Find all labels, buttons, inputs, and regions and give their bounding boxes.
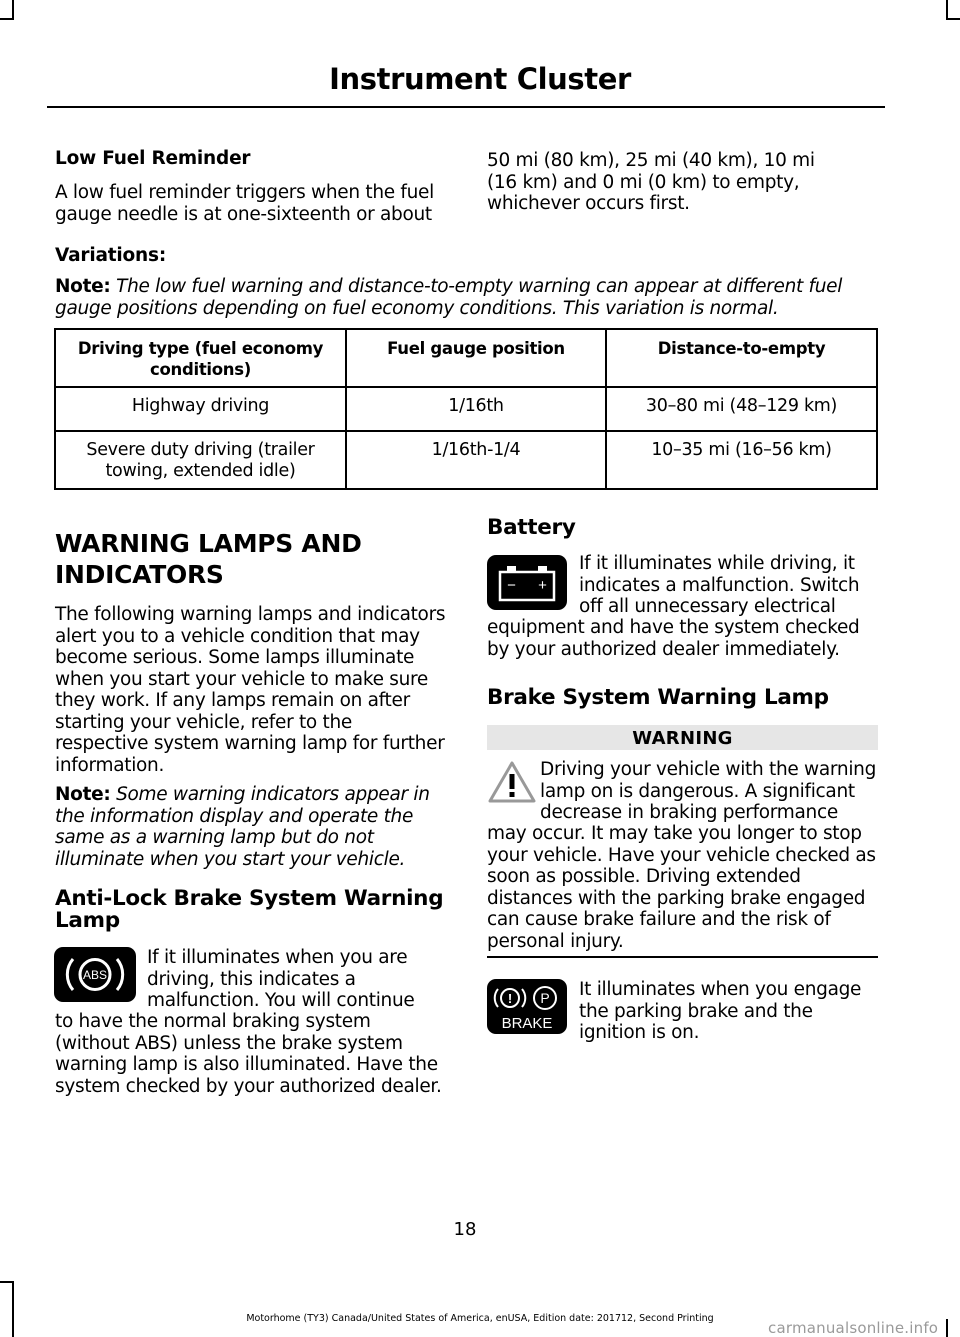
abs-text-wrapped xyxy=(147,947,414,1012)
crop-mark xyxy=(12,1282,14,1337)
crop-mark xyxy=(12,0,14,18)
abs-heading-line2: Lamp xyxy=(55,908,120,933)
crop-mark xyxy=(946,18,960,20)
section-heading-line2: INDICATORS xyxy=(55,560,224,589)
battery-text-line: off all unnecessary electrical xyxy=(579,596,836,617)
abs-icon-graphic xyxy=(54,947,136,1002)
header-rule xyxy=(47,106,885,108)
brake-warning-icon xyxy=(487,979,567,1034)
battery-icon-graphic xyxy=(487,555,567,610)
battery-text: equipment and have the system checked by your authorized dealer immediately. xyxy=(487,617,860,660)
table-cell: 1/16th xyxy=(346,387,606,431)
table-cell: Highway driving xyxy=(55,387,346,431)
note-label: Note: xyxy=(55,784,111,805)
brake-text-line: It illuminates when you engage xyxy=(579,979,862,1000)
brake-text-line: the parking brake and the xyxy=(579,1000,813,1022)
table-cell: Severe duty driving (trailer towing, extended idle) xyxy=(55,431,346,489)
abs-warning-icon xyxy=(54,947,136,1002)
brake-warning-line: lamp on is dangerous. A significant xyxy=(540,780,855,802)
table-cell: 30–80 mi (48–129 km) xyxy=(606,387,877,431)
table-header: Driving type (fuel economy conditions) xyxy=(55,329,346,387)
abs-heading-line1: Anti-Lock Brake System Warning xyxy=(55,886,444,911)
note-label: Note: xyxy=(55,276,111,297)
brake-warning-line: decrease in braking performance xyxy=(540,802,838,823)
abs-text-line: malfunction. You will continue xyxy=(147,990,415,1011)
warning-banner: WARNING xyxy=(487,725,878,750)
brake-icon-p: P xyxy=(540,990,550,1006)
low-fuel-text-col2: 50 mi (80 km), 25 mi (40 km), 10 mi (16 km) and 0 mi (0 km) to empty, whichever occurs first. xyxy=(487,150,815,214)
variations-note xyxy=(55,276,885,319)
battery-heading: Battery xyxy=(487,515,576,540)
brake-warning-text-wrapped xyxy=(540,759,876,824)
page-number: 18 xyxy=(453,1219,477,1240)
brake-warning-text: may occur. It may take you longer to stop your vehicle. Have your vehicle checked as soon as possible. Driving extended distances with the parking brake engaged can cause brake failure and the risk of personal injury. xyxy=(487,823,876,952)
brake-text xyxy=(579,979,861,1044)
page-title: Instrument Cluster xyxy=(329,62,631,96)
warning-lamps-note xyxy=(55,784,450,870)
fuel-variations-table xyxy=(54,328,878,490)
table-row xyxy=(55,431,877,489)
brake-warning-line: Driving your vehicle with the warning xyxy=(540,759,877,780)
battery-text-wrapped xyxy=(579,553,859,618)
battery-text-line: indicates a malfunction. Switch xyxy=(579,574,860,596)
battery-text-line: If it illuminates while driving, it xyxy=(579,553,855,574)
brake-icon-excl: ! xyxy=(507,991,513,1006)
warning-lamps-intro: The following warning lamps and indicators alert you to a vehicle condition that may become serious. Some lamps illuminate when you start your vehicle to make sure they work. If any lamps remain on after starting your vehicle, refer to the respective system warning lamp for further information. xyxy=(55,604,446,776)
table-cell: 10–35 mi (16–56 km) xyxy=(606,431,877,489)
low-fuel-text-col1: A low fuel reminder triggers when the fuel gauge needle is at one-sixteenth or about xyxy=(55,182,434,225)
battery-warning-icon xyxy=(487,555,567,610)
abs-text-line: driving, this indicates a xyxy=(147,968,356,990)
crop-mark xyxy=(0,1281,14,1283)
note-text: The low fuel warning and distance-to-empty warning can appear at different fuel gauge positions depending on fuel economy conditions. This variation is normal. xyxy=(55,276,843,319)
section-heading-line1: WARNING LAMPS AND xyxy=(55,529,362,558)
warning-triangle-icon xyxy=(487,760,537,804)
low-fuel-heading: Low Fuel Reminder xyxy=(55,148,251,169)
watermark: carmanualsonline.info xyxy=(768,1319,939,1337)
table-header: Distance-to-empty xyxy=(606,329,877,387)
brake-text-line: ignition is on. xyxy=(579,1022,700,1043)
crop-mark xyxy=(0,18,14,20)
brake-icon-label: BRAKE xyxy=(501,1015,553,1032)
table-cell: 1/16th-1/4 xyxy=(346,431,606,489)
abs-text: to have the normal braking system (without ABS) unless the brake system warning lamp is also illuminated. Have the system checked by your authorized dealer. xyxy=(55,1011,442,1097)
abs-text-line: If it illuminates when you are xyxy=(147,947,408,968)
warning-triangle-graphic xyxy=(487,760,537,804)
brake-icon-graphic xyxy=(487,979,567,1034)
crop-mark xyxy=(946,0,948,18)
battery-plus: + xyxy=(538,577,547,594)
battery-minus: − xyxy=(507,577,516,594)
abs-icon-label: ABS xyxy=(82,968,108,982)
table-header: Fuel gauge position xyxy=(346,329,606,387)
table-header-row xyxy=(55,329,877,387)
table-row xyxy=(55,387,877,431)
warning-end-rule xyxy=(487,956,878,958)
edition-footer: Motorhome (TY3) Canada/United States of America, enUSA, Edition date: 201712, Second Printing xyxy=(246,1313,714,1324)
note-text: Some warning indicators appear in the information display and operate the same as a warning lamp but do not illuminate when you start your vehicle. xyxy=(55,784,430,870)
variations-heading: Variations: xyxy=(55,245,167,266)
brake-heading: Brake System Warning Lamp xyxy=(487,685,829,710)
